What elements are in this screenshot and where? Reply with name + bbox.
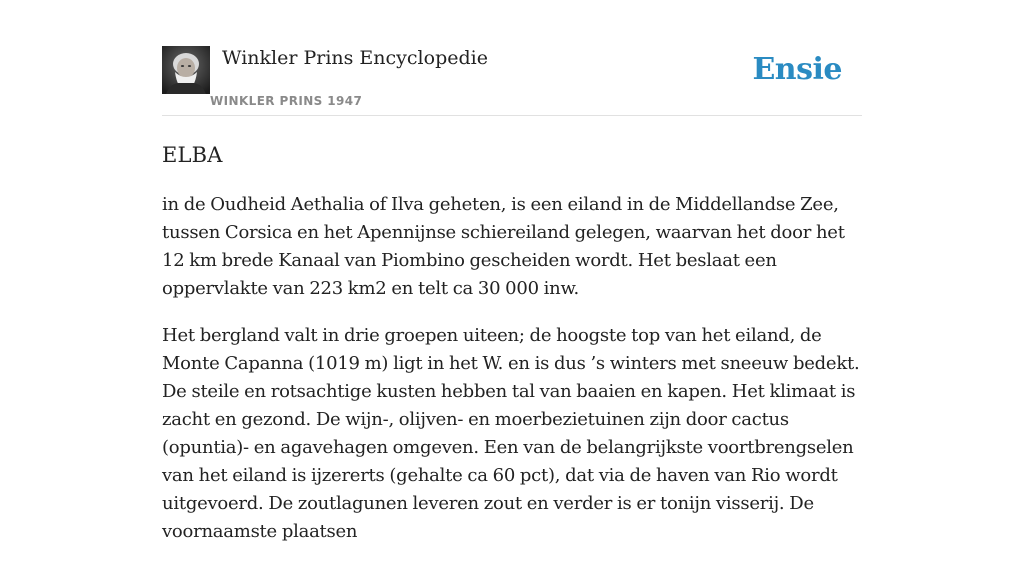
source-subtitle: WINKLER PRINS 1947 bbox=[210, 94, 363, 108]
ensie-logo[interactable]: Ensie bbox=[752, 52, 842, 87]
article-body bbox=[162, 141, 862, 565]
source-header bbox=[162, 46, 862, 116]
article-paragraph-2: Het bergland valt in drie groepen uiteen; de hoogste top van het eiland, de Monte Capanna (1019 m) ligt in het W. en is dus ’s winters met sneeuw bedekt. De steile en rotsachtige kusten hebben tal van baaien en kapen. Het klimaat is zacht en gezond. De wijn-, olijven- en moerbezietuinen zijn door cactus (opuntia)- en agavehagen omgeven. Een van de belangrijkste voortbrengselen van het eiland is ijzererts (gehalte ca 60 pct), dat via de haven van Rio wordt uitgevoerd. De zoutlagunen leveren zout en verder is er tonijn visserij. De voornaamste plaatsen bbox=[162, 325, 860, 542]
source-title-link[interactable]: Winkler Prins Encyclopedie bbox=[222, 47, 488, 69]
article-headword: ELBA bbox=[162, 143, 223, 167]
source-avatar[interactable] bbox=[162, 46, 210, 94]
article-paragraph-1: in de Oudheid Aethalia of Ilva geheten, is een eiland in de Middellandse Zee, tussen Corsica en het Apennijnse schiereiland gelegen, waarvan het door het 12 km brede Kanaal van Piombino gescheiden wordt. Het beslaat een oppervlakte van 223 km2 en telt ca 30 000 inw. bbox=[162, 194, 845, 299]
portrait-photo-icon bbox=[162, 46, 210, 94]
